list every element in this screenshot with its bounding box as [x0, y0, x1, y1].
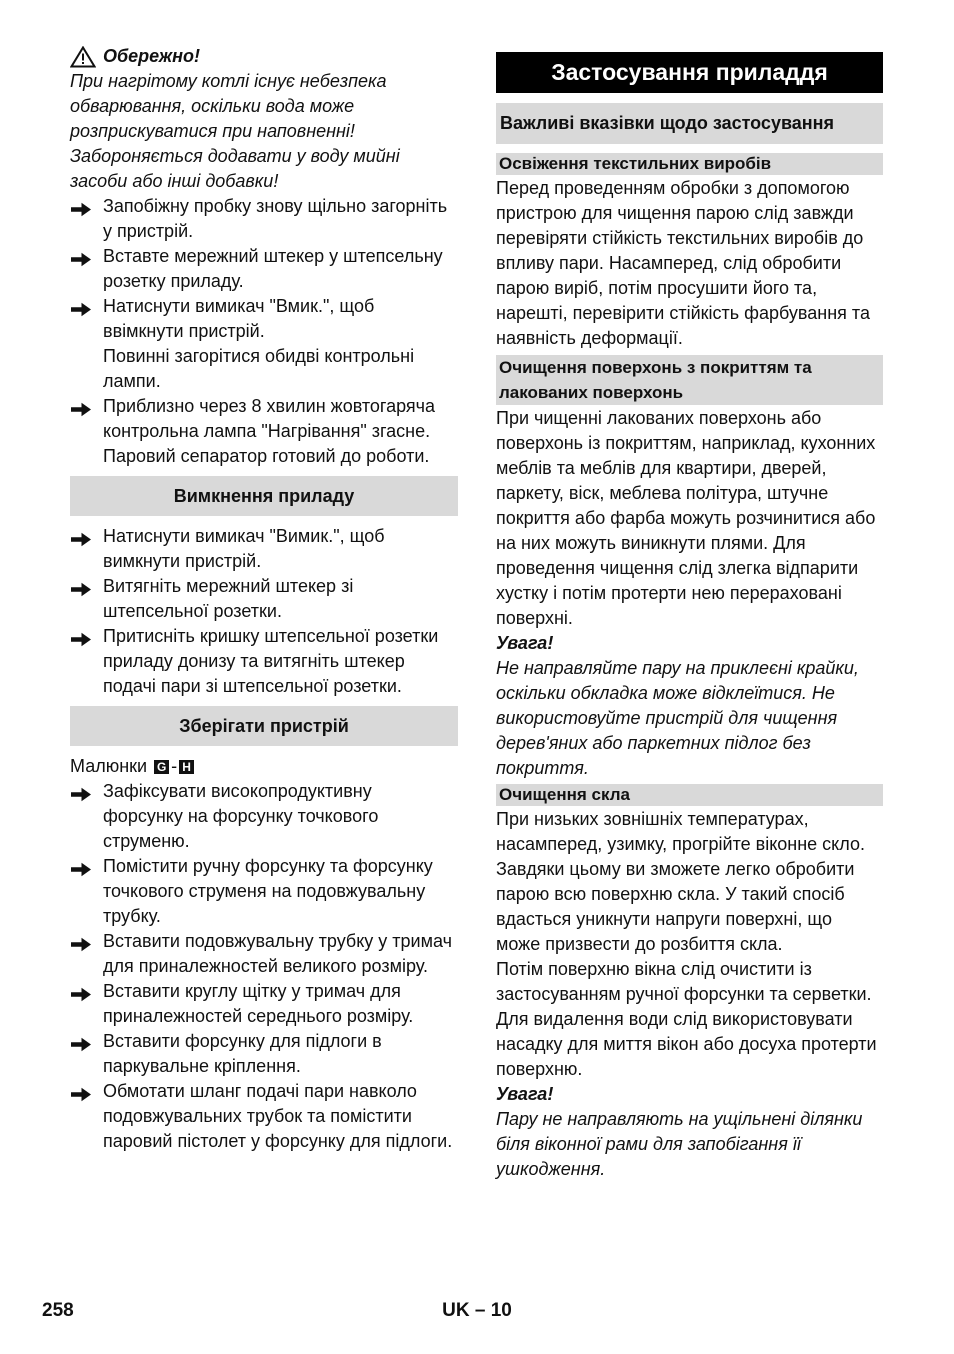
text-line: оскільки обкладка може відклеїтися. Не — [496, 683, 835, 703]
instruction-text — [103, 194, 458, 244]
text-line: точкового струменя на подовжувальну — [103, 881, 426, 901]
instruction-step — [70, 929, 458, 979]
arrow-right-icon — [70, 529, 92, 544]
text-line: Натиснути вимикач "Вмик.", щоб — [103, 296, 375, 316]
text-line: Повинні загорітися обидві контрольні — [103, 346, 415, 366]
text-line: меблів та меблів для квартири, дверей, — [496, 458, 827, 478]
arrow-right-icon — [70, 249, 92, 264]
text-line: насадку для миття вікон або досуха протерти — [496, 1034, 877, 1054]
text-line: паровий пістолет у форсунку для підлоги. — [103, 1131, 453, 1151]
text-line: Притисніть кришку штепсельної розетки — [103, 626, 439, 646]
text-line: вимкнути пристрій. — [103, 551, 262, 571]
text-line: парою всю поверхню скла. У такий спосіб — [496, 884, 845, 904]
instruction-step — [70, 624, 458, 699]
text-line: паркету, віск, меблева політура, штучне — [496, 483, 829, 503]
instruction-text — [103, 1079, 458, 1154]
text-line: вдасться уникнути напруги поверхні, що — [496, 909, 832, 929]
instruction-text — [103, 1029, 458, 1079]
left-column — [70, 44, 458, 1154]
section-heading-storage: Зберігати пристрій — [70, 706, 458, 746]
text-line: Пару не направляють на ущільнені ділянки — [496, 1109, 863, 1129]
instruction-text — [103, 294, 458, 394]
instruction-text — [103, 524, 458, 574]
text-line: розприскуватися при наповненні! — [70, 121, 355, 141]
instruction-text — [103, 979, 458, 1029]
figures-reference — [70, 754, 458, 779]
chapter-subtitle: Важливі вказівки щодо застосування — [496, 103, 883, 144]
text-line: поверхню. — [496, 1059, 583, 1079]
warning-triangle-icon — [70, 46, 96, 68]
arrow-right-icon — [70, 579, 92, 594]
text-line: Натиснути вимикач "Вимик.", щоб — [103, 526, 385, 546]
text-line: на них можуть виникнути плями. Для — [496, 533, 806, 553]
text-line: лампи. — [103, 371, 161, 391]
text-line: При нагрітому котлі існує небезпека — [70, 71, 387, 91]
text-line: струменю. — [103, 831, 190, 851]
arrow-right-icon — [70, 1084, 92, 1099]
section-heading-textiles: Освіження текстильних виробів — [496, 153, 883, 175]
footer-section-label: UK – 10 — [442, 1300, 512, 1321]
right-column — [496, 44, 883, 1182]
instruction-step — [70, 979, 458, 1029]
text-line: покриття. — [496, 758, 589, 778]
text-line: подачі пари зі штепсельної розетки. — [103, 676, 402, 696]
instruction-step — [70, 294, 458, 394]
text-line: дерев'яних або паркетних підлог без — [496, 733, 811, 753]
text-line: паркувальне кріплення. — [103, 1056, 301, 1076]
arrow-right-icon — [70, 299, 92, 314]
caution-text — [70, 69, 458, 194]
instruction-step — [70, 524, 458, 574]
steps-start — [70, 194, 458, 469]
text-line: Потім поверхню вікна слід очистити із — [496, 959, 812, 979]
instruction-step — [70, 1079, 458, 1154]
instruction-step — [70, 194, 458, 244]
instruction-step — [70, 244, 458, 294]
text-line: нарешті, перевірити стійкість фарбування та — [496, 303, 870, 323]
text-line: поверхонь із покриттям, наприклад, кухонних — [496, 433, 876, 453]
text-line: перевіряти стійкість текстильних виробів до — [496, 228, 864, 248]
text-line: Вставити круглу щітку у тримач для — [103, 981, 401, 1001]
instruction-text — [103, 394, 458, 469]
text-line: Для видалення води слід використовувати — [496, 1009, 853, 1029]
text-line: При чищенні лакованих поверхонь або — [496, 408, 822, 428]
section-heading-coated-surfaces — [496, 355, 883, 405]
text-line: пристрою для чищення парою слід завжди — [496, 203, 854, 223]
text-line: Вставити подовжувальну трубку у тримач — [103, 931, 452, 951]
section-heading-glass: Очищення скла — [496, 784, 883, 806]
text-line: розетку приладу. — [103, 271, 244, 291]
text-line: Витягніть мережний штекер зі — [103, 576, 354, 596]
text-line: Запобіжну пробку знову щільно загорніть — [103, 196, 448, 216]
glass-warning-label: Увага! — [496, 1084, 554, 1104]
text-line: форсунку на форсунку точкового — [103, 806, 379, 826]
figure-separator: - — [171, 756, 178, 776]
text-line: насамперед, узимку, прогрійте віконне скло. — [496, 834, 865, 854]
instruction-step — [70, 574, 458, 624]
textiles-paragraph — [496, 176, 883, 351]
text-line: парою виріб, потім просушити його та, — [496, 278, 818, 298]
text-line: Вставте мережний штекер у штепсельну — [103, 246, 443, 266]
text-line: наявність деформації. — [496, 328, 683, 348]
text-line: для приналежностей великого розміру. — [103, 956, 428, 976]
text-line: штепсельної розетки. — [103, 601, 282, 621]
text-line: Перед проведенням обробки з допомогою — [496, 178, 850, 198]
section-heading-switch-off: Вимкнення приладу — [70, 476, 458, 516]
arrow-right-icon — [70, 859, 92, 874]
arrow-right-icon — [70, 399, 92, 414]
arrow-right-icon — [70, 784, 92, 799]
text-line: впливу пари. Насамперед, слід обробити — [496, 253, 842, 273]
instruction-text — [103, 574, 458, 624]
text-line: може призвести до розбиття скла. — [496, 934, 783, 954]
text-line: засоби або інші добавки! — [70, 171, 279, 191]
text-line: трубку. — [103, 906, 161, 926]
text-line: Вставити форсунку для підлоги в — [103, 1031, 382, 1051]
arrow-right-icon — [70, 629, 92, 644]
text-line: покриття або фарба можуть розчинитися або — [496, 508, 876, 528]
instruction-step — [70, 394, 458, 469]
text-line: проведення чищення слід злегка відпарити — [496, 558, 859, 578]
text-line: подовжувальних трубок та помістити — [103, 1106, 412, 1126]
instruction-text — [103, 244, 458, 294]
instruction-text — [103, 854, 458, 929]
figure-h-badge: H — [179, 760, 194, 774]
text-line: При низьких зовнішніх температурах, — [496, 809, 809, 829]
text-line: контрольна лампа "Нагрівання" згасне. — [103, 421, 431, 441]
text-line: використовуйте пристрій для чищення — [496, 708, 838, 728]
text-line: Очищення поверхонь з покриттям та — [499, 358, 812, 377]
instruction-text — [103, 624, 458, 699]
text-line: приналежностей середнього розміру. — [103, 1006, 414, 1026]
text-line: обварювання, оскільки вода може — [70, 96, 355, 116]
text-line: Забороняється додавати у воду мийні — [70, 146, 400, 166]
instruction-step — [70, 854, 458, 929]
arrow-right-icon — [70, 984, 92, 999]
caution-label: Обережно! — [103, 46, 201, 66]
text-line: Завдяки цьому ви зможете легко обробити — [496, 859, 855, 879]
text-line: Приблизно через 8 хвилин жовтогаряча — [103, 396, 436, 416]
glass-warning-text — [496, 1107, 883, 1182]
text-line: Помістити ручну форсунку та форсунку — [103, 856, 433, 876]
text-line: Не направляйте пару на приклеєні крайки, — [496, 658, 859, 678]
text-line: хустку і потім протерти нею перераховані — [496, 583, 842, 603]
arrow-right-icon — [70, 199, 92, 214]
text-line: у пристрій. — [103, 221, 194, 241]
text-line: Зафіксувати високопродуктивну — [103, 781, 372, 801]
text-line: Обмотати шланг подачі пари навколо — [103, 1081, 417, 1101]
coated-warning-text — [496, 656, 883, 781]
instruction-text — [103, 929, 458, 979]
text-line: Паровий сепаратор готовий до роботи. — [103, 446, 430, 466]
instruction-text — [103, 779, 458, 854]
text-line: ввімкнути пристрій. — [103, 321, 265, 341]
instruction-step — [70, 1029, 458, 1079]
glass-paragraph — [496, 807, 883, 1082]
figures-label: Малюнки — [70, 756, 148, 776]
text-line: лакованих поверхонь — [499, 383, 684, 402]
arrow-right-icon — [70, 1034, 92, 1049]
coated-surfaces-paragraph — [496, 406, 883, 631]
steps-switch-off — [70, 524, 458, 699]
figure-g-badge: G — [154, 760, 169, 774]
instruction-step — [70, 779, 458, 854]
arrow-right-icon — [70, 934, 92, 949]
page-number: 258 — [42, 1300, 74, 1321]
coated-warning-label: Увага! — [496, 633, 554, 653]
text-line: біля віконної рами для запобігання її — [496, 1134, 801, 1154]
text-line: застосуванням ручної форсунки та серветки. — [496, 984, 872, 1004]
text-line: ушкодження. — [496, 1159, 606, 1179]
text-line: приладу донизу та витягніть штекер — [103, 651, 405, 671]
steps-storage — [70, 779, 458, 1154]
chapter-title: Застосування приладдя — [496, 52, 883, 93]
text-line: поверхні. — [496, 608, 573, 628]
caution-heading — [70, 44, 458, 69]
